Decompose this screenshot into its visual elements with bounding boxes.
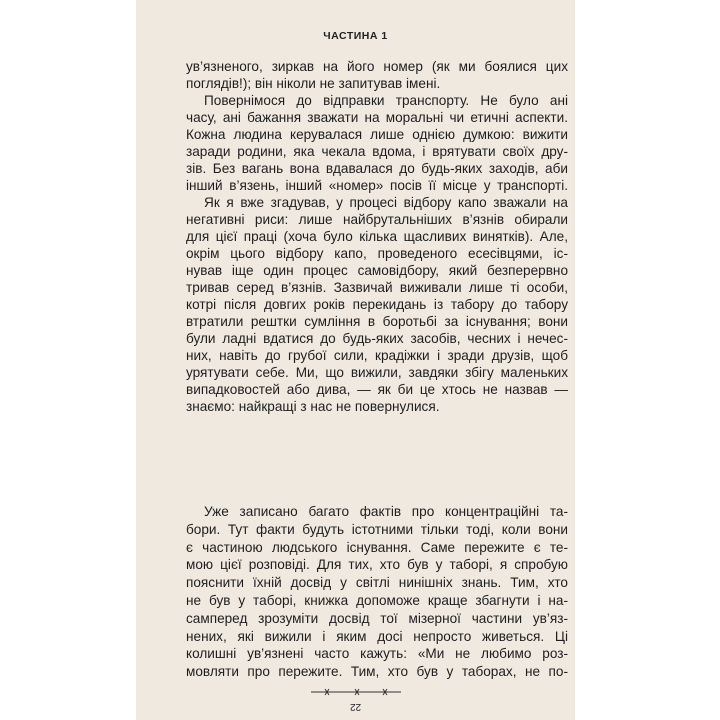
book-page (136, 0, 575, 720)
text-line: нував іще один процес самовідбору, який безперервно (186, 263, 568, 278)
text-line: Як я вже згадував, у процесі відбору капо зважали на (204, 195, 568, 210)
text-line: них, навіть до грубої сили, крадіжки і зради друзів, щоб (186, 348, 568, 363)
text-line: мою цієї розповіді. Для тих, хто був у таборі, я спробую (186, 557, 568, 573)
text-line: Повернімося до відправки транспорту. Не було ані (204, 93, 568, 108)
text-line: інший в’язень, інший «номер» посів її місце у транспорті. (186, 178, 568, 193)
paragraph-block-2 (186, 503, 568, 681)
page-footer (136, 688, 575, 714)
text-line: для цієї праці (хоча було кілька щасливих винятків). Але, (186, 229, 568, 244)
paragraph-block-1 (186, 58, 568, 415)
text-line: Уже записано багато фактів про концентраційні та- (204, 504, 568, 519)
text-line: ув’язненого, зиркав на його номер (як ми боялися цих (186, 59, 568, 74)
page-number: 22 (349, 701, 362, 712)
text-line: негативні риси: лише найбрутальніших в’язнів обирали (186, 212, 568, 227)
text-line: були ладні вдатися до будь-яких засобів, чесних і нечес- (186, 331, 568, 346)
barbed-wire-ornament-icon (311, 688, 401, 696)
text-line: зів. Без вагань вона вдавалася до будь-яких заходів, аби (186, 161, 568, 176)
text-line: поглядів!); він ніколи не запитував імені. (186, 76, 441, 91)
text-line: часу, ані бажання зважати на моральні чи етичні аспекти. (186, 110, 568, 125)
text-line: колишні ув’язнені часто кажуть: «Ми не любимо роз- (186, 646, 568, 662)
text-line: втратили рештки сумління в боротьбі за існування; вони (186, 314, 568, 329)
text-line: нених, які вижили і яким досі непросто живеться. Ці (186, 628, 568, 644)
text-line: урятувати себе. Ми, що вижили, завдяки збігу маленьких (186, 365, 568, 380)
text-line: котрі після довгих років перекидань із табору до табору (186, 297, 568, 312)
text-line: не був у таборі, книжка допоможе краще збагнути і на- (186, 592, 568, 608)
text-line: самперед зрозуміти досвід тої мізерної частини ув’яз- (186, 610, 568, 626)
text-line: випадковостей або дива, — як би це хтось не назвав — (186, 382, 568, 397)
text-line: тривав серед в’язнів. Зазвичай виживали лише ті особи, (186, 280, 568, 295)
text-line: Кожна людина керувалася лише однією думкою: вижити (186, 127, 568, 142)
text-line: знаємо: найкращі з нас не повернулися. (186, 399, 440, 414)
text-line: окрім цього відбору капо, проведеного есесівцями, іс- (186, 246, 568, 261)
running-header: ЧАСТИНА 1 (323, 30, 388, 42)
text-line: заради родини, яка чекала вдома, і врятувати своїх дру- (186, 144, 568, 159)
text-line: є частиною людського існування. Саме пережите є те- (186, 539, 568, 555)
text-line: пояснити їхній досвід у світлі нинішніх знань. Тим, хто (186, 575, 568, 591)
text-line: бори. Тут факти будуть істотними тільки тоді, коли вони (186, 521, 568, 537)
text-line: мовляти про пережите. Тим, хто був у таборах, не по- (186, 664, 568, 680)
